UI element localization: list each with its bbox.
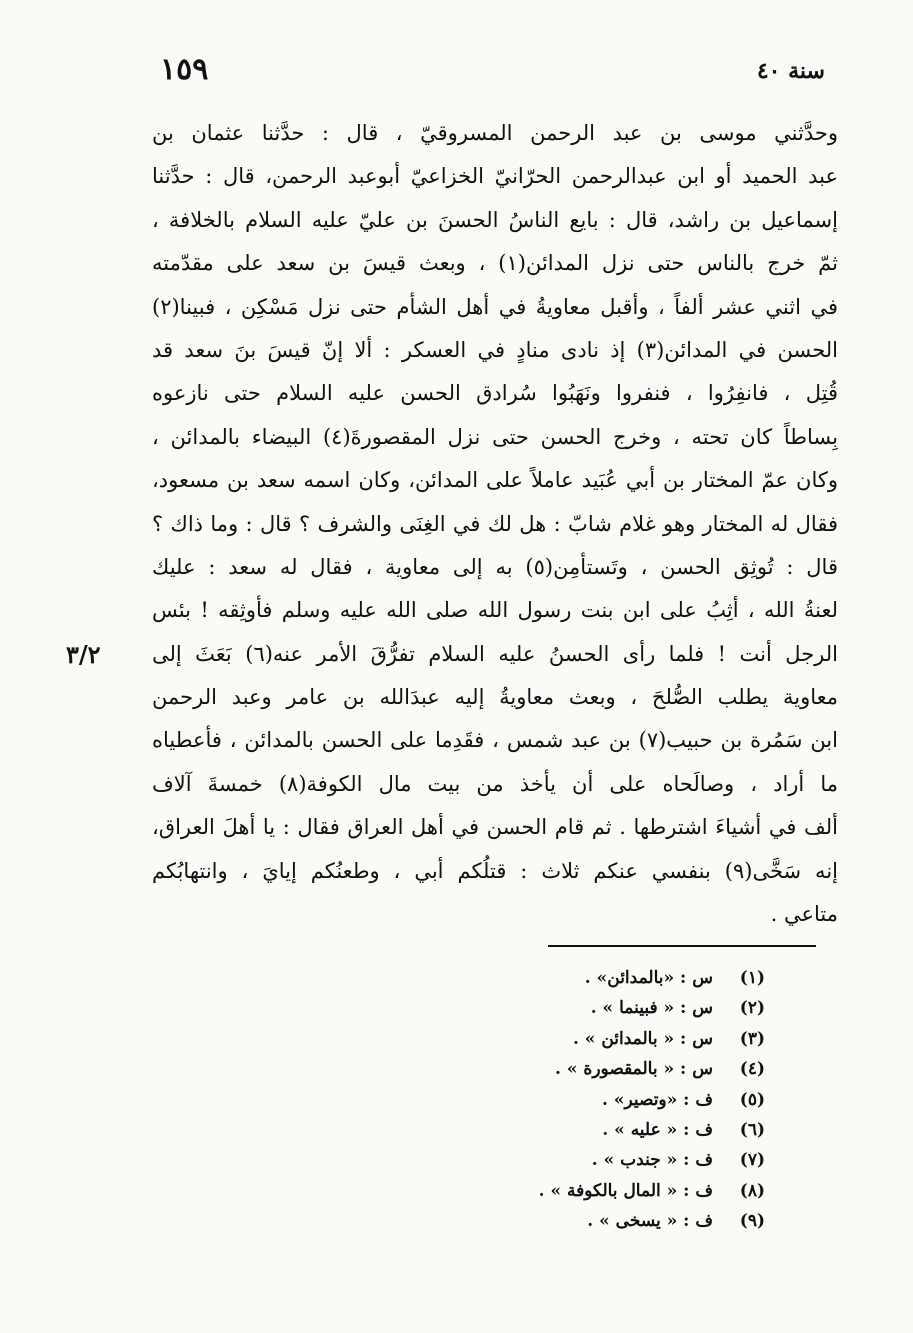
footnote-number: (٧) <box>739 1150 765 1171</box>
text-line: الرجل أنت ! فلما رأى الحسنُ عليه السلام تفرُّقَ الأمر عنه(٦) بَعَثَ إلى <box>152 641 838 666</box>
footnote-text: ف : « يسخى » . <box>587 1211 713 1232</box>
footnote-number: (٩) <box>739 1211 765 1232</box>
footnote-divider <box>548 945 816 947</box>
text-line: معاوية يطلب الصُّلحَ ، وبعث معاويةُ إليه عبدَالله بن عامر وعبد الرحمن <box>152 685 838 710</box>
footnote-text: س : « بالمقصورة » . <box>555 1059 713 1080</box>
text-line: ابن سَمُرة بن حبيب(٧) بن عبد شمس ، فقَدِما على الحسن بالمدائن ، فأعطياه <box>152 728 838 753</box>
footnote-number: (٥) <box>739 1089 765 1110</box>
text-line: لعنةُ الله ، أثِبُ على ابن بنت رسول الله صلى الله عليه وسلم فأوثِقه ! بئس <box>152 598 838 623</box>
main-text <box>152 112 838 936</box>
page-number: ١٥٩ <box>160 52 209 87</box>
footnote-number: (١) <box>739 968 765 988</box>
text-line: قُتِل ، فانفِرُوا ، فنفروا ونَهَبُوا سُرادق الحسن عليه السلام حتى نازعوه <box>152 381 838 406</box>
footnote-item <box>539 1024 765 1054</box>
footnote-number: (٨) <box>739 1180 765 1201</box>
text-line: قال : تُوثِق الحسن ، وتَستأمِن(٥) به إلى معاوية ، فقال له سعد : عليك <box>152 554 838 579</box>
text-line: في اثني عشر ألفاً ، وأقبل معاويةُ في أهل الشأم حتى نزل مَسْكِن ، فبينا(٢) <box>152 294 838 319</box>
footnote-text: ف : « جندب » . <box>591 1150 713 1171</box>
text-line: الحسن في المدائن(٣) إذ نادى منادٍ في العسكر : ألا إنّ قيسَ بنَ سعد قد <box>152 337 838 362</box>
text-line: عبد الحميد أو ابن عبدالرحمن الحرّانيّ الخزاعيّ أبوعبد الرحمن، قال : حدَّثنا <box>152 164 838 189</box>
footnote-item <box>539 963 765 993</box>
footnote-item <box>539 993 765 1023</box>
footnote-number: (٣) <box>739 1028 765 1049</box>
footnote-item <box>539 1206 765 1236</box>
footnote-text: س : « بالمدائن » . <box>572 1028 713 1049</box>
running-header-year: سنة ٤٠ <box>756 58 825 84</box>
text-line: ألف في أشياءَ اشترطها . ثم قام الحسن في أهل العراق فقال : يا أهلَ العراق، <box>152 815 838 840</box>
footnote-item <box>539 1054 765 1084</box>
text-line: ثمّ خرج بالناس حتى نزل المدائن(١) ، وبعث قيسَ بن سعد على مقدّمته <box>152 251 838 276</box>
footnote-text: ف : « عليه » . <box>602 1119 713 1140</box>
footnote-item <box>539 1145 765 1175</box>
text-line: فقال له المختار وهو غلام شابّ : هل لك في الغِنَى والشرف ؟ قال : وما ذاك ؟ <box>152 511 838 536</box>
footnote-text: ف : «وتصير» . <box>601 1089 713 1110</box>
footnote-number: (٤) <box>739 1059 765 1080</box>
text-line: إنه سَخَّى(٩) بنفسي عنكم ثلاث : قتلُكم أبي ، وطعنُكم إيايَ ، وانتهابُكم <box>152 858 838 883</box>
text-line: متاعي . <box>770 902 838 927</box>
footnote-item <box>539 1115 765 1145</box>
footnote-item <box>539 1085 765 1115</box>
footnote-number: (٢) <box>739 998 765 1019</box>
footnotes-list <box>539 963 765 1237</box>
footnote-number: (٦) <box>739 1119 765 1140</box>
text-line: إسماعيل بن راشد، قال : بايع الناسُ الحسنَ بن عليّ عليه السلام بالخلافة ، <box>152 207 838 232</box>
footnote-text: ف : « المال بالكوفة » . <box>538 1180 713 1201</box>
footnote-text: س : «بالمدائن» . <box>584 968 713 988</box>
margin-reference: ٣/٢ <box>66 640 101 669</box>
footnote-item <box>539 1176 765 1206</box>
text-line: بِساطاً كان تحته ، وخرج الحسن حتى نزل المقصورةَ(٤) البيضاء بالمدائن ، <box>152 424 838 449</box>
text-line: وكان عمّ المختار بن أبي عُبَيد عاملاً على المدائن، وكان اسمه سعد بن مسعود، <box>152 468 838 493</box>
text-line: وحدَّثني موسى بن عبد الرحمن المسروقيّ ، قال : حدَّثنا عثمان بن <box>152 121 838 145</box>
footnote-text: س : « فبينما » . <box>590 998 713 1019</box>
text-line: ما أراد ، وصالَحاه على أن يأخذ من بيت مال الكوفة(٨) خمسةَ آلاف <box>152 771 838 796</box>
